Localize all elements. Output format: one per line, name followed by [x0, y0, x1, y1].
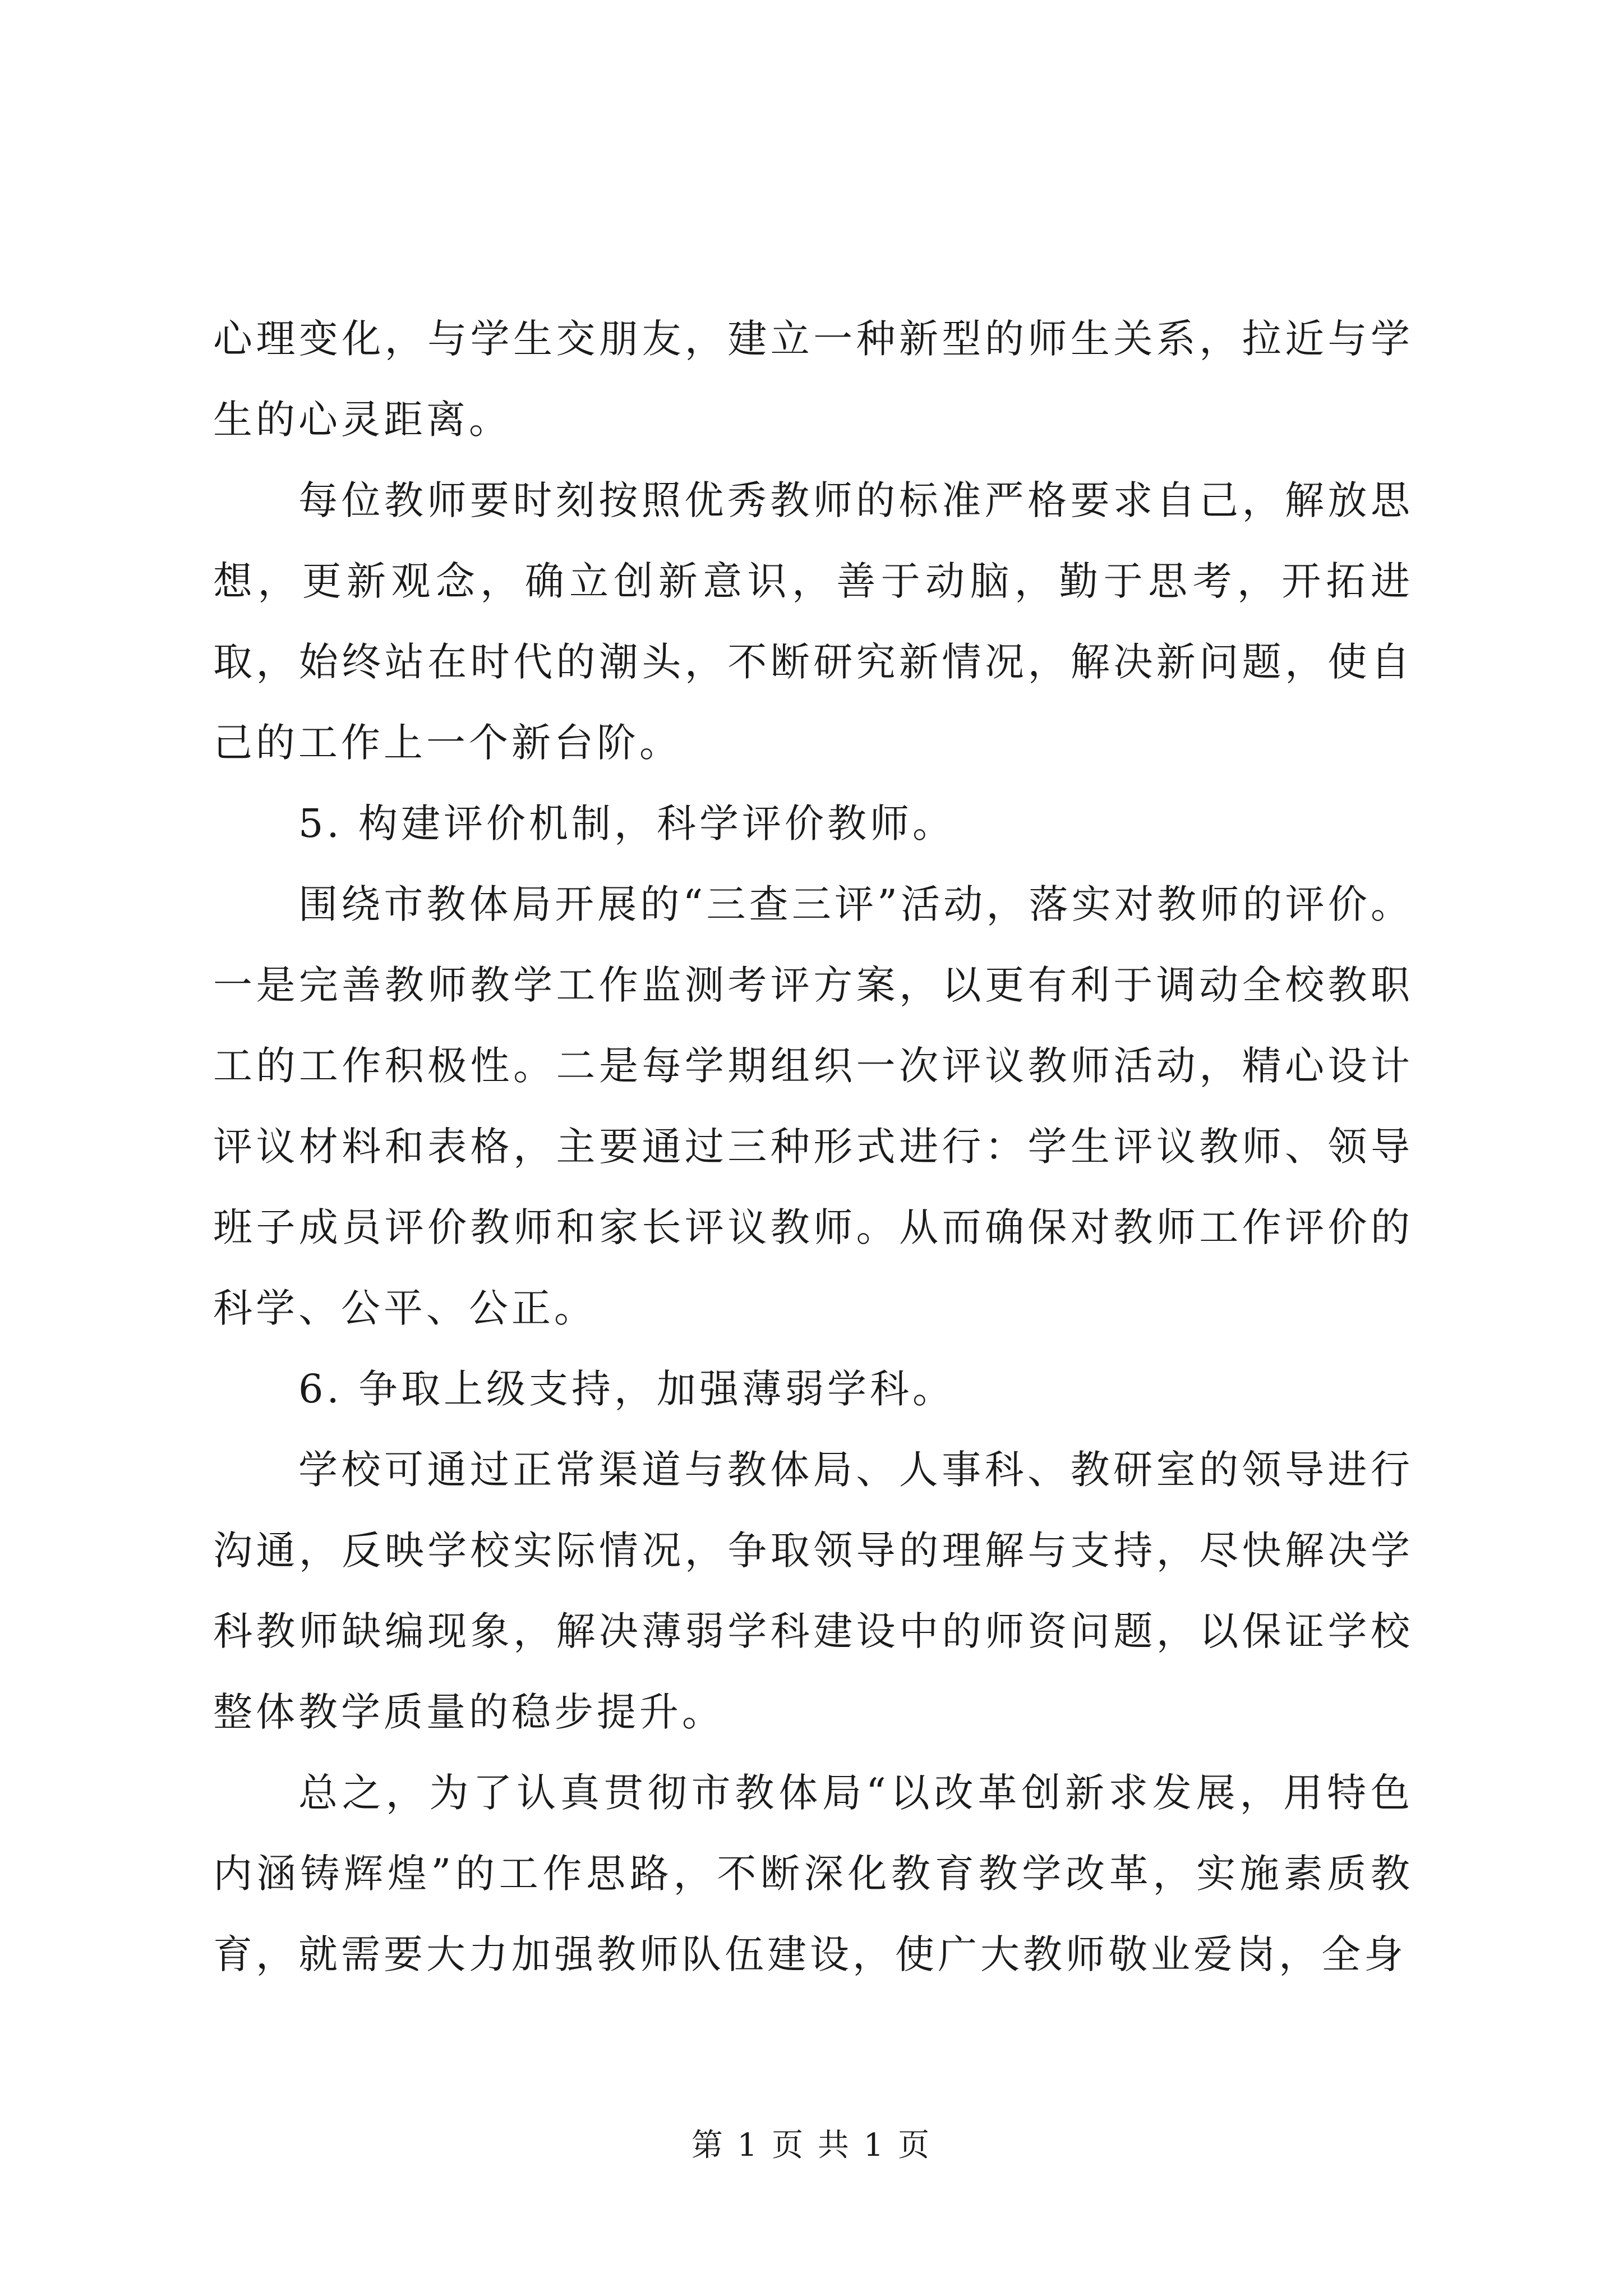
paragraph-evaluation: 围绕市教体局开展的“三查三评”活动，落实对教师的评价。一是完善教师教学工作监测考评方案，以更有利于调动全校教职工的工作积极性。二是每学期组织一次评议教师活动，精心设计评议材料和表格，主要通过三种形式进行：学生评议教师、领导班子成员评价教师和家长评议教师。从而确保对教师工作评价的科学、公平、公正。	[213, 881, 1413, 1331]
paragraph-summary: 总之，为了认真贯彻市教体局“以改革创新求发展，用特色内涵铸辉煌”的工作思路，不断深化教育教学改革，实施素质教育，就需要大力加强教师队伍建设，使广大教师敬业爱岗，全身	[213, 1770, 1413, 1977]
section-heading-6: 6. 争取上级支持，加强薄弱学科。	[298, 1366, 956, 1412]
paragraph-continuation: 心理变化，与学生交朋友，建立一种新型的师生关系，拉近与学生的心灵距离。	[213, 316, 1413, 443]
paragraph-support: 学校可通过正常渠道与教体局、人事科、教研室的领导进行沟通，反映学校实际情况，争取领导的理解与支持，尽快解决学科教师缺编现象，解决薄弱学科建设中的师资问题，以保证学校整体教学质量的稳步提升。	[213, 1447, 1413, 1735]
document-body	[213, 298, 1413, 1995]
paragraph-teacher-standards: 每位教师要时刻按照优秀教师的标准严格要求自己，解放思想，更新观念，确立创新意识，善于动脑，勤于思考，开拓进取，始终站在时代的潮头，不断研究新情况，解决新问题，使自己的工作上一个新台阶。	[213, 477, 1413, 766]
section-heading-5: 5. 构建评价机制，科学评价教师。	[298, 800, 956, 846]
page-number-footer: 第 1 页 共 1 页	[691, 2127, 932, 2164]
